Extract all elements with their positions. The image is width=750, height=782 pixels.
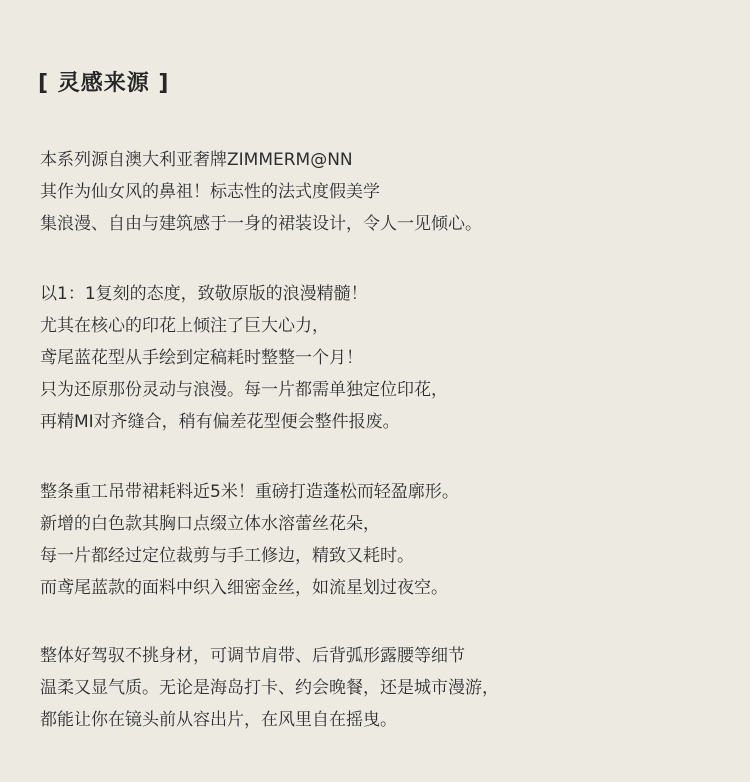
paragraph-inspiration-source [40,144,482,240]
text-line: 温柔又显气质。无论是海岛打卡、约会晚餐，还是城市漫游， [40,678,499,698]
text-line: 都能让你在镜头前从容出片，在风里自在摇曳。 [40,710,397,730]
paragraph-print-craft [40,278,448,438]
title-open-bracket: [ [38,71,50,96]
paragraph-fit-and-occasion [40,640,499,736]
title-text: 灵感来源 [57,71,150,96]
text-line: 其作为仙女风的鼻祖！标志性的法式度假美学 [40,182,380,202]
paragraph-fabric-detail [40,476,459,604]
text-line: 新增的白色款其胸口点缀立体水溶蕾丝花朵， [40,514,380,534]
text-line: 本系列源自澳大利亚奢牌ZIMMERM@NN [40,150,353,170]
section-title [38,70,169,98]
text-line: 以1：1复刻的态度，致敬原版的浪漫精髓！ [40,284,368,304]
text-line: 再精MI对齐缝合，稍有偏差花型便会整件报废。 [40,412,400,432]
text-line: 集浪漫、自由与建筑感于一身的裙装设计，令人一见倾心。 [40,214,482,234]
text-line: 整体好驾驭不挑身材，可调节肩带、后背弧形露腰等细节 [40,646,465,666]
text-line: 鸢尾蓝花型从手绘到定稿耗时整整一个月！ [40,348,363,368]
text-line: 整条重工吊带裙耗料近5米！重磅打造蓬松而轻盈廓形。 [40,482,459,502]
text-line: 尤其在核心的印花上倾注了巨大心力， [40,316,329,336]
text-line: 而鸢尾蓝款的面料中织入细密金丝，如流星划过夜空。 [40,578,448,598]
text-line: 只为还原那份灵动与浪漫。每一片都需单独定位印花， [40,380,448,400]
title-close-bracket: ] [158,71,170,96]
text-line: 每一片都经过定位裁剪与手工修边，精致又耗时。 [40,546,414,566]
